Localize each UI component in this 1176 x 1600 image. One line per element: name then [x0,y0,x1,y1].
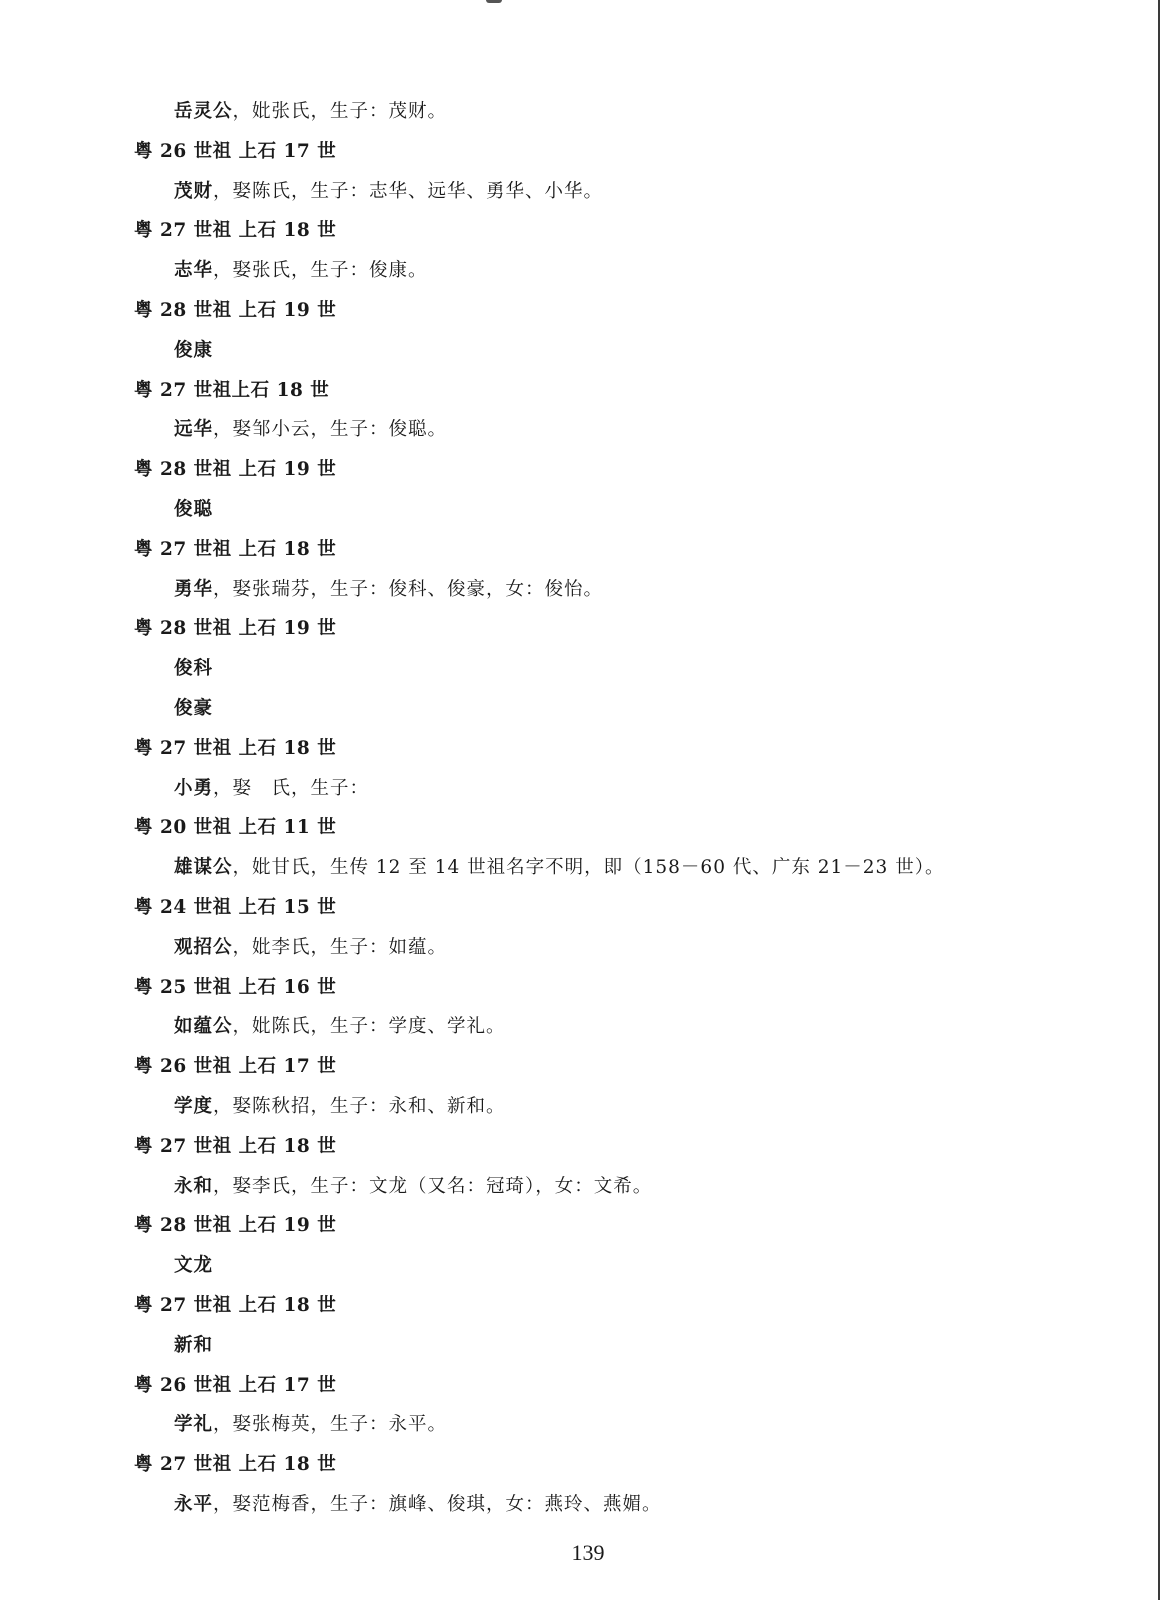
person-entry [0,331,1150,371]
person-name: 学度 [174,1095,214,1117]
person-name: 俊科 [174,658,214,680]
person-entry [0,172,1150,212]
person-name: 文龙 [174,1255,214,1277]
person-name: 俊豪 [174,697,214,719]
generation-heading: 粤 27 世祖 上石 18 世 [134,737,337,759]
scan-edge-mark [486,0,502,3]
person-name: 雄谋公 [174,857,233,879]
person-entry [0,251,1150,291]
generation-heading: 粤 26 世祖 上石 17 世 [134,140,337,162]
person-name: 新和 [174,1334,214,1356]
generation-heading: 粤 27 世祖 上石 18 世 [134,1454,337,1476]
generation-heading: 粤 25 世祖 上石 16 世 [134,976,337,998]
generation-heading: 粤 27 世祖 上石 18 世 [134,538,337,560]
person-details: ，娶李氏，生子：文龙（又名：冠琦），女：文希。 [213,1175,653,1197]
person-entry [0,410,1150,450]
person-entry [0,689,1150,729]
generation-heading: 粤 24 世祖 上石 15 世 [134,896,337,918]
person-entry [0,1007,1150,1047]
person-entry [0,1087,1150,1127]
person-entry [0,490,1150,530]
page-number: 139 [571,1540,605,1565]
person-entry [0,649,1150,689]
person-entry [0,1167,1150,1207]
person-details: ，娶邹小云，生子：俊聪。 [213,419,448,441]
genealogy-text-body [0,92,1150,1525]
person-entry [0,1485,1150,1525]
person-entry [0,769,1150,809]
person-entry [0,92,1150,132]
generation-heading: 粤 27 世祖上石 18 世 [134,379,330,401]
person-entry [0,928,1150,968]
person-entry [0,848,1150,888]
person-name: 学礼 [174,1414,214,1436]
generation-heading: 粤 28 世祖 上石 19 世 [134,1215,337,1237]
person-details: ，娶陈秋招，生子：永和、新和。 [213,1095,506,1117]
person-name: 永平 [174,1493,214,1515]
person-details: ，娶陈氏，生子：志华、远华、勇华、小华。 [213,180,604,202]
person-name: 小勇 [174,777,214,799]
scan-page-edge [1158,0,1160,1600]
person-details: ，娶张梅英，生子：永平。 [213,1414,448,1436]
person-details: ，妣陈氏，生子：学度、学礼。 [232,1016,506,1038]
person-name: 观招公 [174,936,233,958]
generation-heading: 粤 28 世祖 上石 19 世 [134,299,337,321]
person-name: 远华 [174,419,214,441]
generation-heading: 粤 26 世祖 上石 17 世 [134,1056,337,1078]
person-details: ，娶范梅香，生子：旗峰、俊琪，女：燕玲、燕媚。 [213,1493,662,1515]
person-name: 志华 [174,260,214,282]
generation-heading: 粤 27 世祖 上石 18 世 [134,1135,337,1157]
person-entry [0,570,1150,610]
person-entry [0,1246,1150,1286]
person-details: ，妣李氏，生子：如蕴。 [232,936,448,958]
generation-heading: 粤 26 世祖 上石 17 世 [134,1374,337,1396]
person-details: ，妣甘氏，生传 12 至 14 世祖名字不明，即（158－60 代、广东 21－23 世）。 [232,857,945,879]
person-details: ，娶 氏，生子： [213,777,370,799]
generation-heading: 粤 27 世祖 上石 18 世 [134,220,337,242]
person-details: ，娶张氏，生子：俊康。 [213,260,428,282]
person-name: 勇华 [174,578,214,600]
generation-heading: 粤 28 世祖 上石 19 世 [134,618,337,640]
person-name: 茂财 [174,180,214,202]
person-entry [0,1326,1150,1366]
person-name: 如蕴公 [174,1016,233,1038]
generation-heading: 粤 20 世祖 上石 11 世 [134,817,337,839]
person-details: ，妣张氏，生子：茂财。 [232,101,448,122]
person-name: 俊聪 [174,498,214,520]
person-name: 俊康 [174,339,214,361]
generation-heading: 粤 27 世祖 上石 18 世 [134,1294,337,1316]
person-entry [0,1405,1150,1445]
person-name: 永和 [174,1175,214,1197]
generation-heading: 粤 28 世祖 上石 19 世 [134,459,337,481]
person-name: 岳灵公 [174,101,233,122]
person-details: ，娶张瑞芬，生子：俊科、俊豪，女：俊怡。 [213,578,604,600]
